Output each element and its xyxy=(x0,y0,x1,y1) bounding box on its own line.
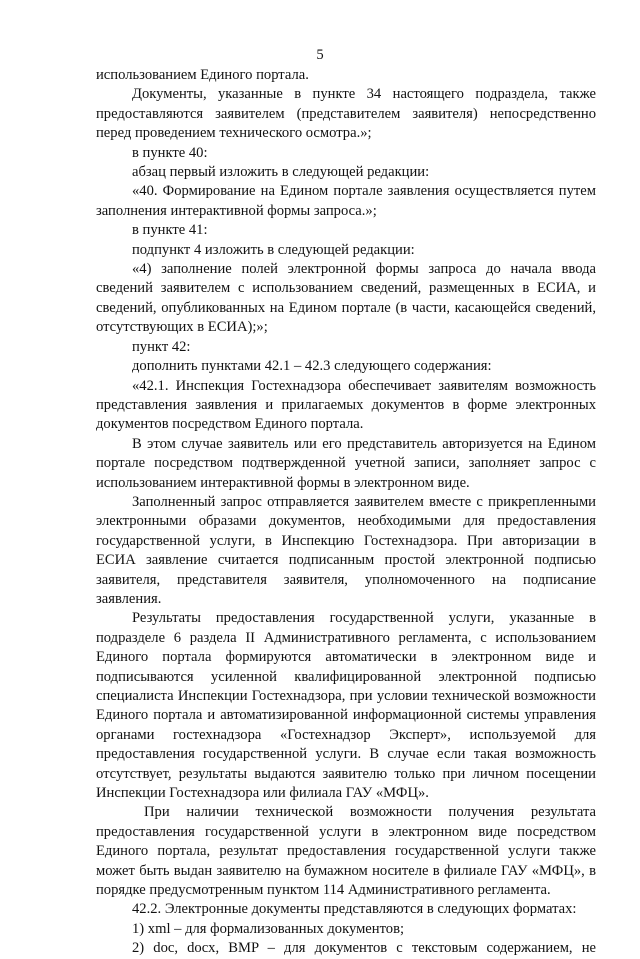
paragraph: абзац первый изложить в следующей редакции: xyxy=(132,164,430,181)
paragraph: Документы, указанные в пункте 34 настоящего подраздела, также предоставляются заявителем (представителем заявителя) непосредственно перед проведением технического осмотра.»; xyxy=(96,86,596,142)
paragraph: дополнить пунктами 42.1 – 42.3 следующего содержания: xyxy=(132,358,492,375)
page-number: 5 xyxy=(316,47,324,63)
paragraph: пункт 42: xyxy=(132,338,191,355)
paragraph: В этом случае заявитель или его представитель авторизуется на Едином портале посредством подтвержденной учетной записи, заполняет запрос с использованием интерактивной формы в электронном виде. xyxy=(96,435,596,491)
paragraph: 2) doc, docx, BMP – для документов с текстовым содержанием, не xyxy=(132,940,596,957)
document-body xyxy=(96,66,596,959)
paragraph: в пункте 41: xyxy=(132,222,208,239)
paragraph: Заполненный запрос отправляется заявителем вместе с прикрепленными электронными образами документов, необходимыми для предоставления государственной услуги, в Инспекцию Гостехнадзора. При авторизации в ЕСИА заявление считается подписанным простой электронной подписью заявителя, представителя заявителя, уполномоченного на подписание заявления. xyxy=(96,493,596,607)
paragraph: При наличии технической возможности получения результата предоставления государственной услуги в электронном виде посредством Единого портала, результат предоставления государственной услуги также может быть выдан заявителю на бумажном носителе в филиале ГАУ «МФЦ», в порядке предусмотренным пунктом 114 Административного регламента. xyxy=(96,804,596,899)
paragraph: 1) xml – для формализованных документов; xyxy=(132,920,405,937)
paragraph: подпункт 4 изложить в следующей редакции: xyxy=(132,241,415,258)
paragraph: 42.2. Электронные документы представляются в следующих форматах: xyxy=(132,901,577,918)
paragraph: в пункте 40: xyxy=(132,144,208,161)
paragraph: «4) заполнение полей электронной формы запроса до начала ввода сведений заявителем с использованием сведений, размещенных в ЕСИА, и сведений, опубликованных на Едином портале (в части, касающейся сведений, отсутствующих в ЕСИА);»; xyxy=(96,261,596,336)
paragraph: «42.1. Инспекция Гостехнадзора обеспечивает заявителям возможность представления заявления и прилагаемых документов в форме электронных документов посредством Единого портала. xyxy=(96,377,596,433)
paragraph: «40. Формирование на Едином портале заявления осуществляется путем заполнения интерактивной формы запроса.»; xyxy=(96,183,596,219)
paragraph: использованием Единого портала. xyxy=(96,67,309,83)
paragraph: Результаты предоставления государственной услуги, указанные в подразделе 6 раздела II Административного регламента, с использованием Единого портала формируются автоматически в электронном виде и подписываются усиленной квалифицированной электронной подписью специалиста Инспекции Гостехнадзора, при условии технической возможности Единого портала и автоматизированной информационной системы управления органами гостехнадзора «Гостехнадзор Эксперт», используемой для предоставления государственной услуги. В случае если такая возможность отсутствует, результаты выдаются заявителю только при личном посещении Инспекции Гостехнадзора или филиала ГАУ «МФЦ». xyxy=(96,610,596,802)
